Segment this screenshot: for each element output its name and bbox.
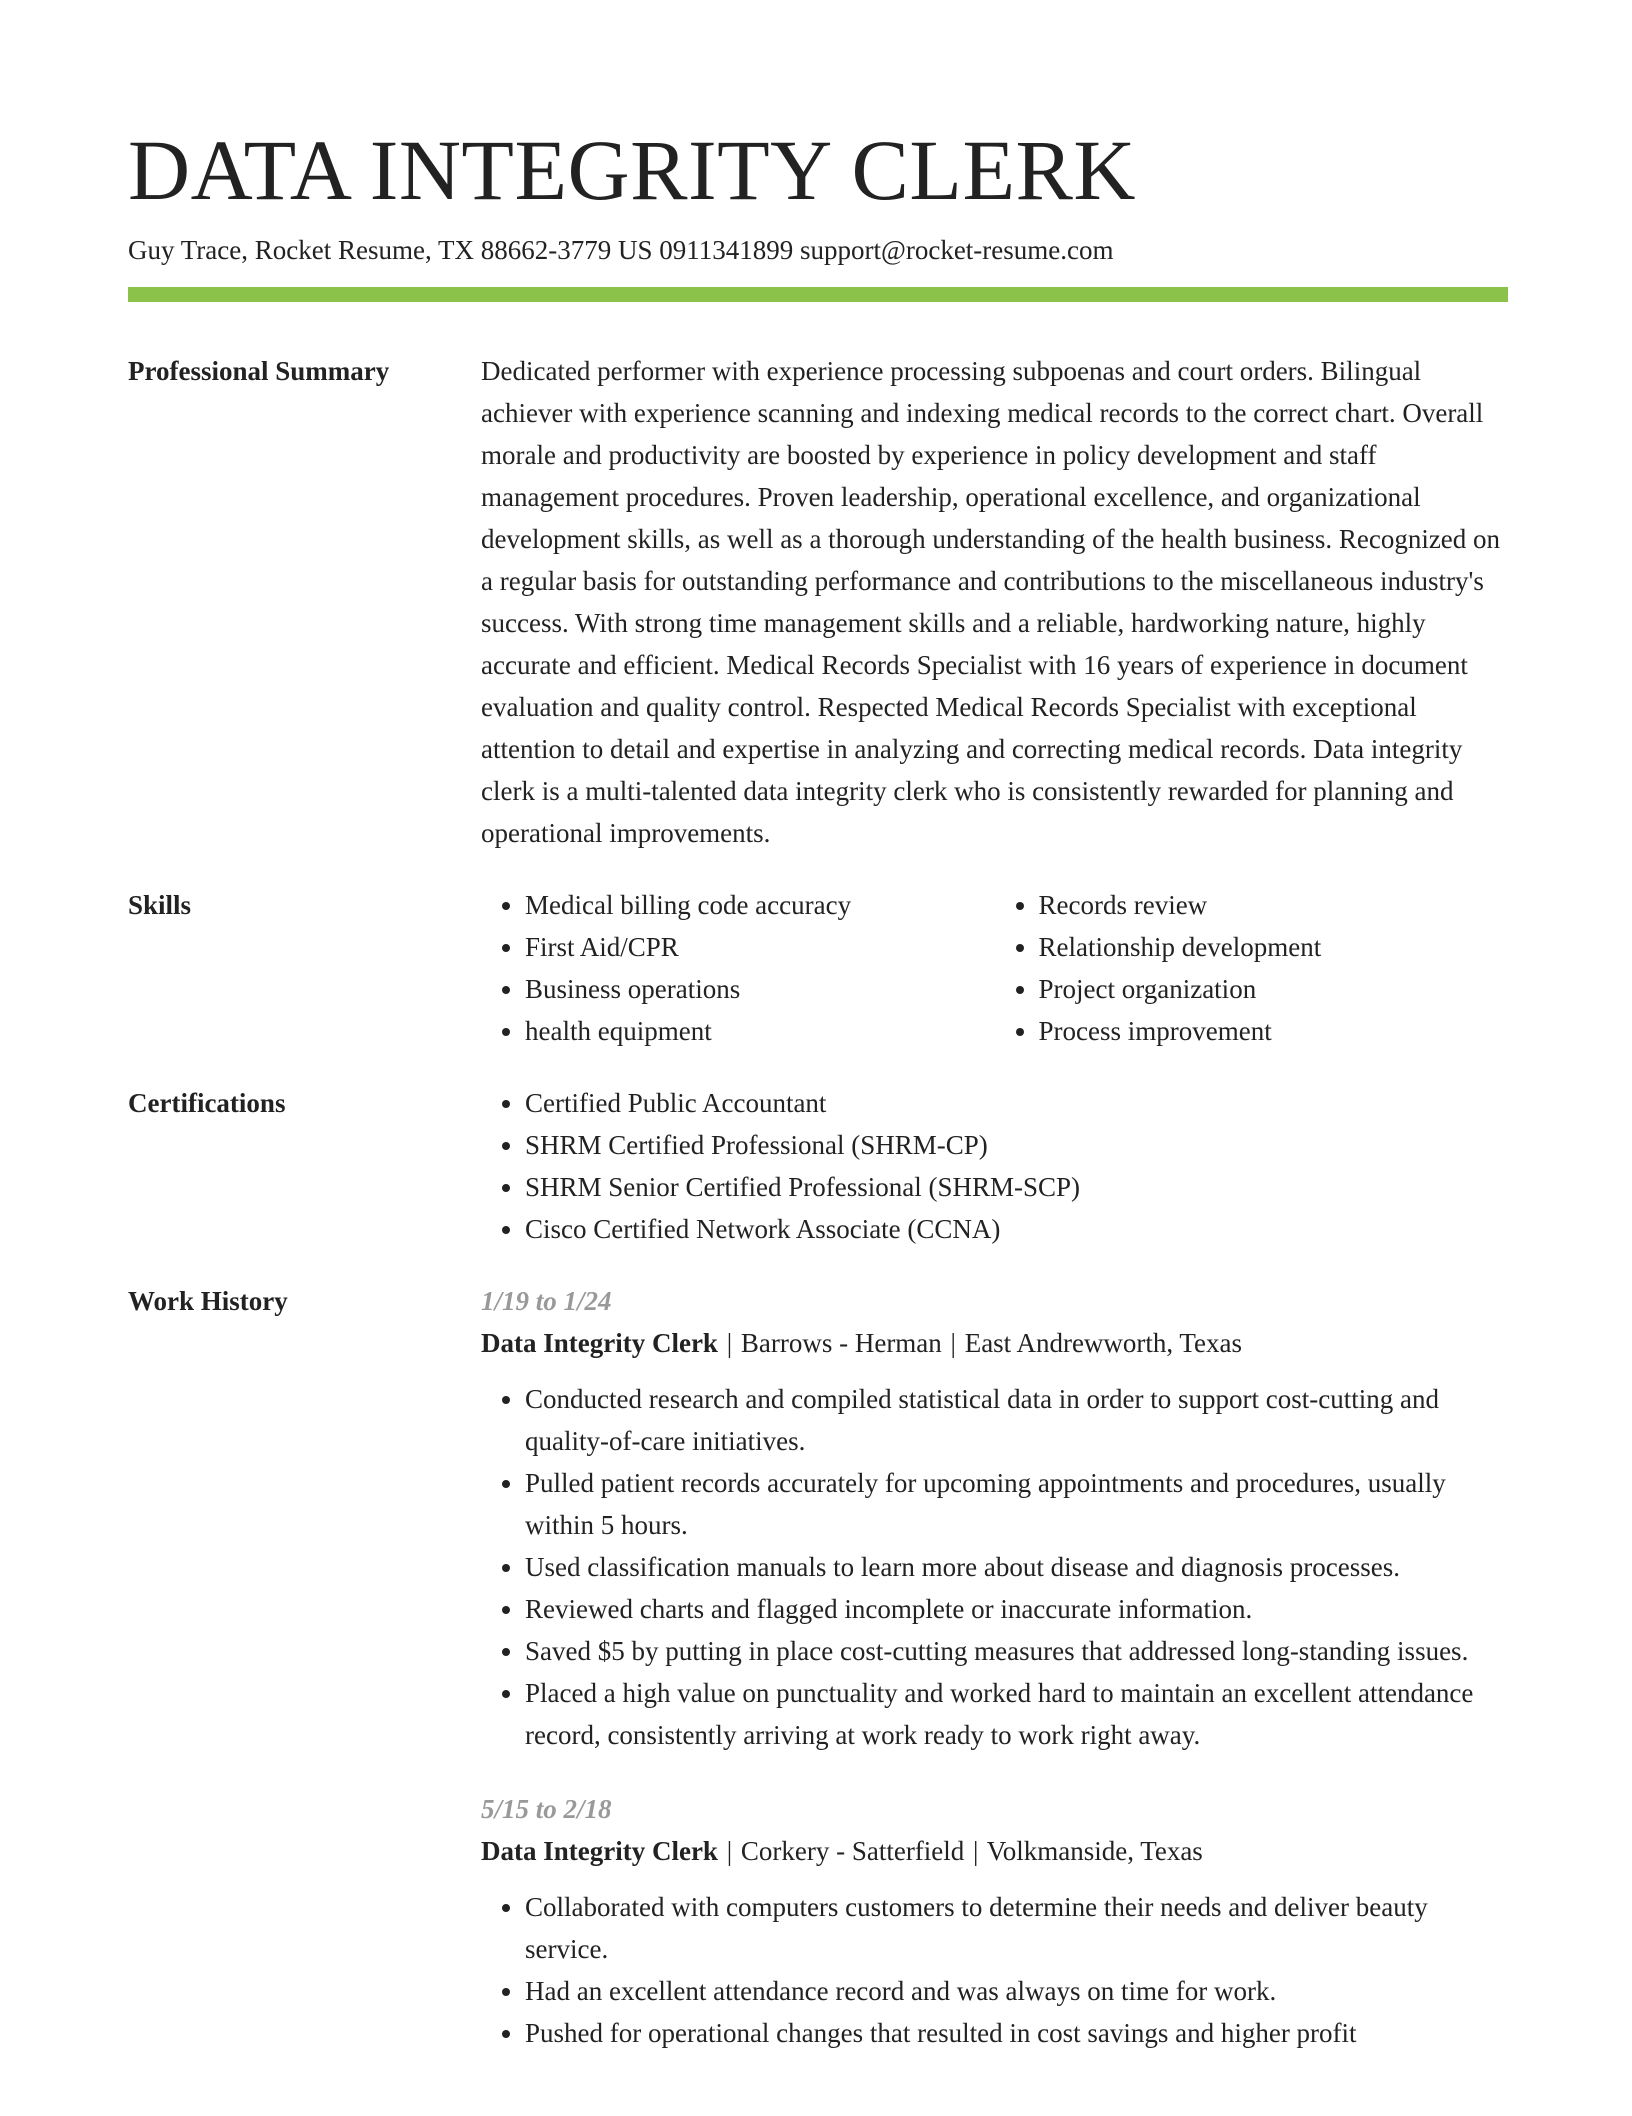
skill-item: • Process improvement xyxy=(1039,1010,1509,1052)
job-entry xyxy=(481,1788,1508,2054)
certification-item: • Certified Public Accountant xyxy=(525,1082,1508,1124)
job-bullet: • Reviewed charts and flagged incomplete or inaccurate information. xyxy=(525,1588,1508,1630)
job-bullet: • Collaborated with computers customers to determine their needs and deliver beauty service. xyxy=(525,1886,1508,1970)
section-title-certifications: Certifications xyxy=(128,1088,286,1118)
job-bullet: • Conducted research and compiled statistical data in order to support cost-cutting and quality-of-care initiatives. xyxy=(525,1378,1508,1462)
contact-address: Rocket Resume, TX 88662-3779 US xyxy=(254,235,653,265)
separator: | xyxy=(726,1328,733,1358)
job-company: Corkery - Satterfield xyxy=(740,1836,965,1866)
skills-content xyxy=(481,884,1508,1052)
job-bullets xyxy=(481,1886,1508,2054)
job-company: Barrows - Herman xyxy=(740,1328,942,1358)
skills-list-left xyxy=(481,884,995,1052)
contact-phone: 0911341899 xyxy=(659,235,794,265)
certification-item: • SHRM Certified Professional (SHRM-CP) xyxy=(525,1124,1508,1166)
header-divider xyxy=(128,287,1508,302)
summary-text: Dedicated performer with experience processing subpoenas and court orders. Bilingual achiever with experience scanning and indexing medical records to the correct chart. Overall morale and productivity are boosted by experience in policy development and staff management procedures. Proven leadership, operational excellence, and organizational development skills, as well as a thorough understanding of the health business. Recognized on a regular basis for outstanding performance and contributions to the miscellaneous industry's success. With strong time management skills and a reliable, hardworking nature, highly accurate and efficient. Medical Records Specialist with 16 years of experience in document evaluation and quality control. Respected Medical Records Specialist with exceptional attention to detail and expertise in analyzing and correcting medical records. Data integrity clerk is a multi-talented data integrity clerk who is consistently rewarded for planning and operational improvements. xyxy=(481,356,1501,848)
job-dates: 1/19 to 1/24 xyxy=(481,1286,612,1316)
skills-section xyxy=(128,884,1508,1052)
section-title-summary: Professional Summary xyxy=(128,356,390,386)
contact-email[interactable]: support@rocket-resume.com xyxy=(799,235,1114,265)
job-location: East Andrewworth, Texas xyxy=(964,1328,1243,1358)
job-role: Data Integrity Clerk xyxy=(481,1328,718,1358)
contact-line xyxy=(128,232,1114,268)
job-dates: 5/15 to 2/18 xyxy=(481,1794,612,1824)
certifications-content xyxy=(481,1082,1508,1250)
skill-item: • Relationship development xyxy=(1039,926,1509,968)
work-history-content xyxy=(481,1280,1508,2086)
separator: | xyxy=(950,1328,956,1358)
skill-item: • Business operations xyxy=(525,968,995,1010)
resume-body xyxy=(128,350,1508,2116)
resume-title: DATA INTEGRITY CLERK xyxy=(128,122,1136,218)
job-bullet: • Saved $5 by putting in place cost-cutting measures that addressed long-standing issues. xyxy=(525,1630,1508,1672)
separator: | xyxy=(726,1836,733,1866)
skill-item: • Medical billing code accuracy xyxy=(525,884,995,926)
contact-name: Guy Trace, xyxy=(128,235,248,265)
work-history-section xyxy=(128,1280,1508,2086)
job-location: Volkmanside, Texas xyxy=(986,1836,1203,1866)
skill-item: • health equipment xyxy=(525,1010,995,1052)
certification-item: • SHRM Senior Certified Professional (SHRM-SCP) xyxy=(525,1166,1508,1208)
skill-item: • First Aid/CPR xyxy=(525,926,995,968)
summary-section xyxy=(128,350,1508,854)
job-role: Data Integrity Clerk xyxy=(481,1836,718,1866)
summary-content xyxy=(481,350,1508,854)
job-heading xyxy=(481,1830,1508,1872)
skill-item: • Records review xyxy=(1039,884,1509,926)
certification-item: • Cisco Certified Network Associate (CCNA) xyxy=(525,1208,1508,1250)
job-entry xyxy=(481,1280,1508,1756)
job-bullet: • Pulled patient records accurately for upcoming appointments and procedures, usually within 5 hours. xyxy=(525,1462,1508,1546)
section-title-skills: Skills xyxy=(128,890,192,920)
job-bullets xyxy=(481,1378,1508,1756)
certifications-list xyxy=(481,1082,1508,1250)
certifications-section xyxy=(128,1082,1508,1250)
job-bullet: • Used classification manuals to learn more about disease and diagnosis processes. xyxy=(525,1546,1508,1588)
section-title-work-history: Work History xyxy=(128,1286,288,1316)
separator: | xyxy=(973,1836,979,1866)
job-heading xyxy=(481,1322,1508,1364)
job-bullet: • Had an excellent attendance record and was always on time for work. xyxy=(525,1970,1508,2012)
skills-list-right xyxy=(995,884,1509,1052)
skill-item: • Project organization xyxy=(1039,968,1509,1010)
job-bullet: • Pushed for operational changes that resulted in cost savings and higher profit xyxy=(525,2012,1508,2054)
job-bullet: • Placed a high value on punctuality and worked hard to maintain an excellent attendance record, consistently arriving at work ready to work right away. xyxy=(525,1672,1508,1756)
